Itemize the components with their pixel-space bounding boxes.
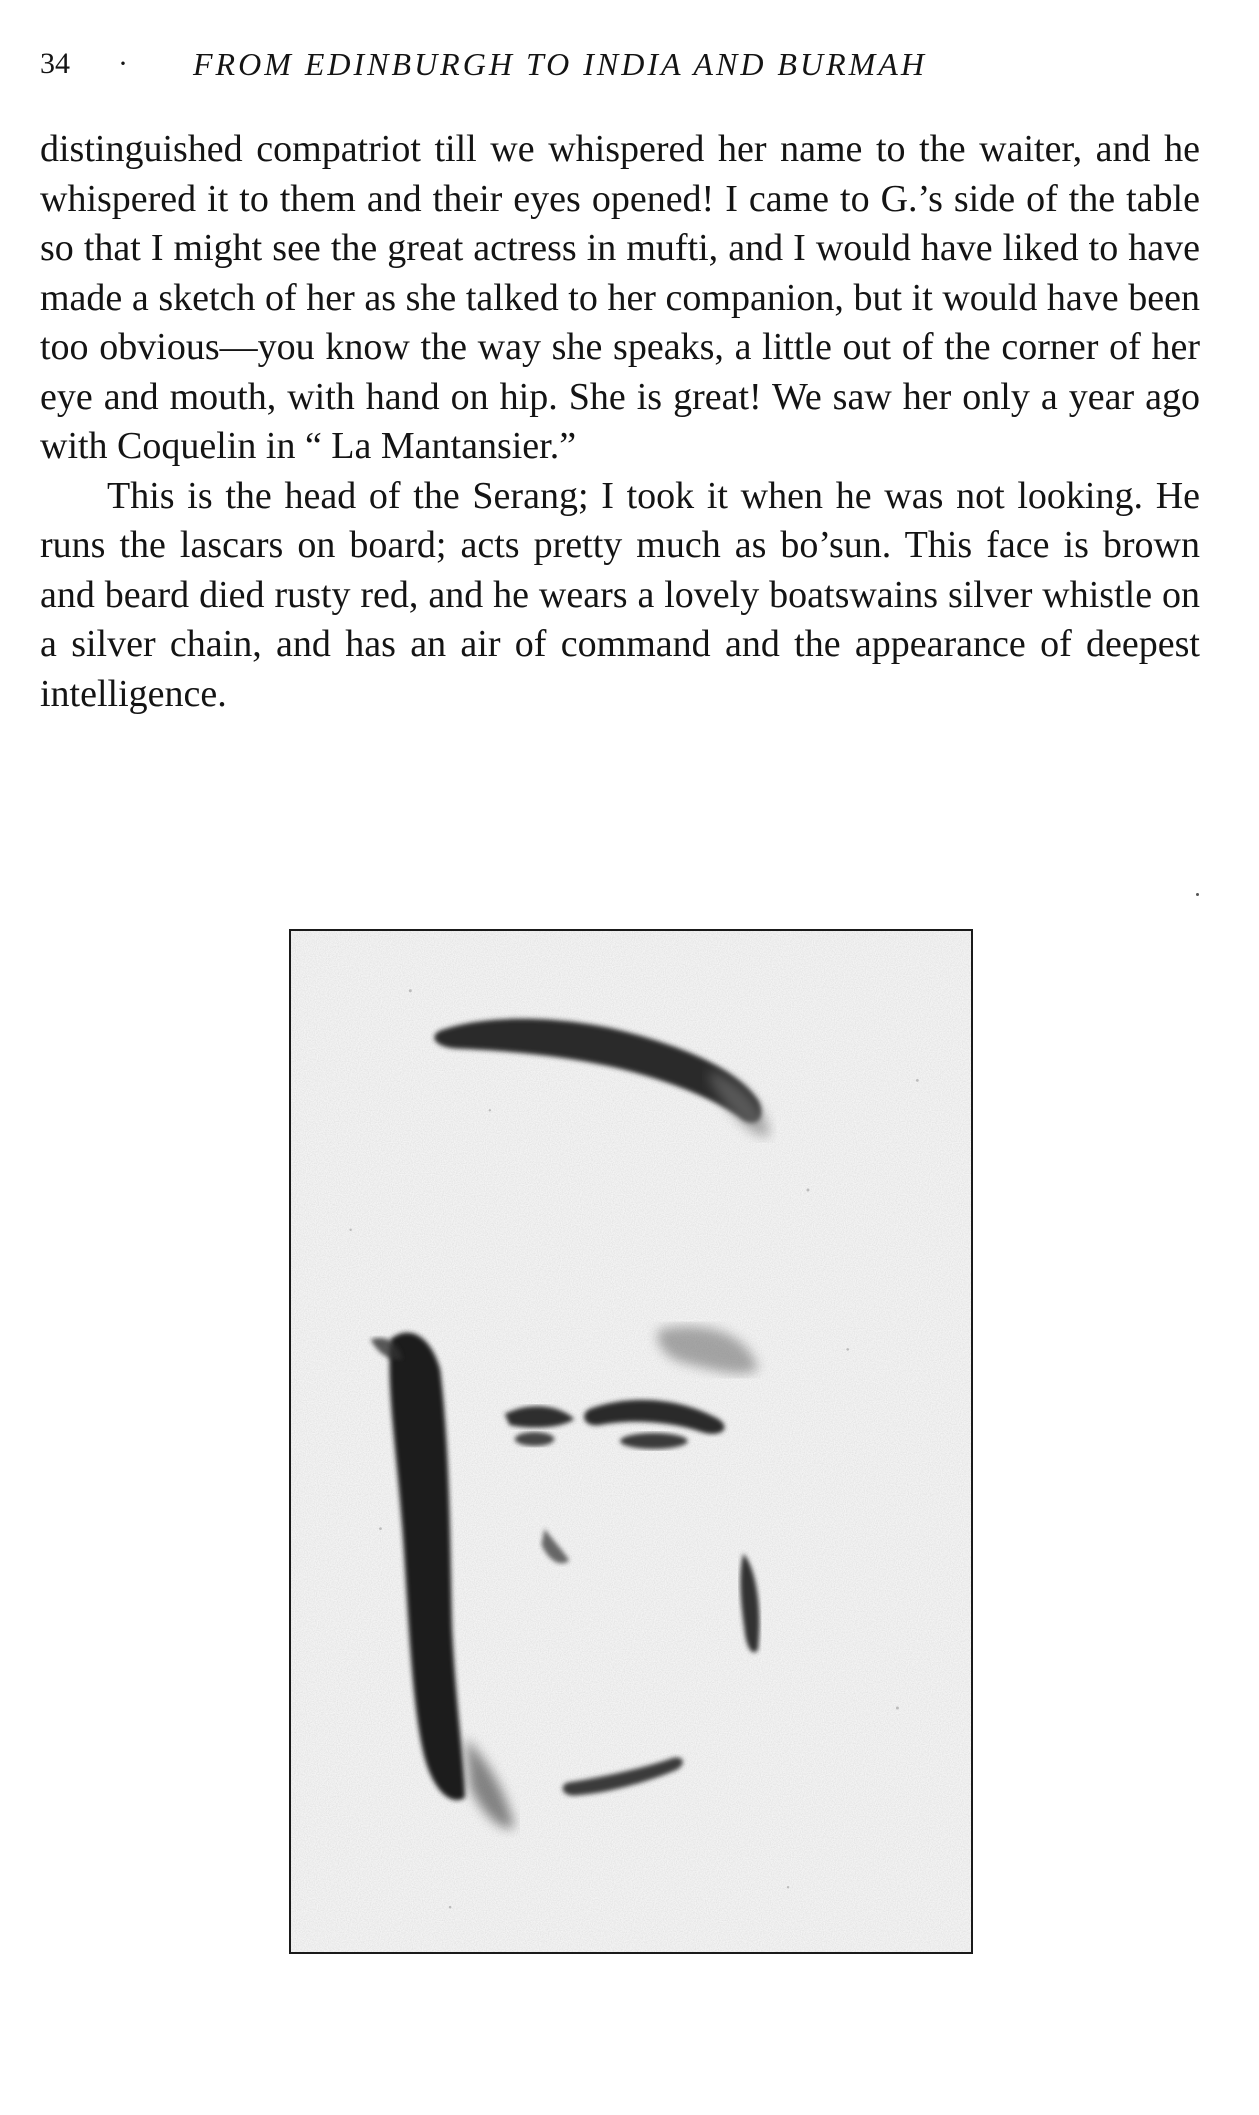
header-separator: · bbox=[118, 47, 128, 80]
stray-mark bbox=[1196, 893, 1199, 896]
illustration-plate bbox=[289, 929, 973, 1954]
right-eye bbox=[620, 1433, 688, 1449]
paragraph-continued: distinguished compatriot till we whispered her name to the waiter, and he whispered it to them and their eyes opened! I came to G.’s side of the table so that I might see the great actress in mufti, and I would have liked to have made a sketch of her as she talked to her companion, but it would have been too obvious—you know the way she speaks, a little out of the corner of her eye and mouth, with hand on hip. She is great! We saw her only a year ago with Coquelin in “ La Mantansier.” bbox=[40, 128, 1200, 467]
body-text bbox=[40, 125, 1200, 719]
page-number: 34 bbox=[40, 47, 70, 80]
left-eye bbox=[515, 1432, 555, 1446]
paragraph-serang: This is the head of the Serang; I took it when he was not looking. He runs the lascars on board; acts pretty much as bo’sun. This face is brown and beard died rusty red, and he wears a lovely boatswains silver whistle on a silver chain, and has an air of command and the appearance of deepest intelligence. bbox=[40, 474, 1200, 715]
running-title: FROM EDINBURGH TO INDIA AND BURMAH bbox=[193, 46, 927, 82]
serang-head-sketch bbox=[291, 931, 971, 1952]
